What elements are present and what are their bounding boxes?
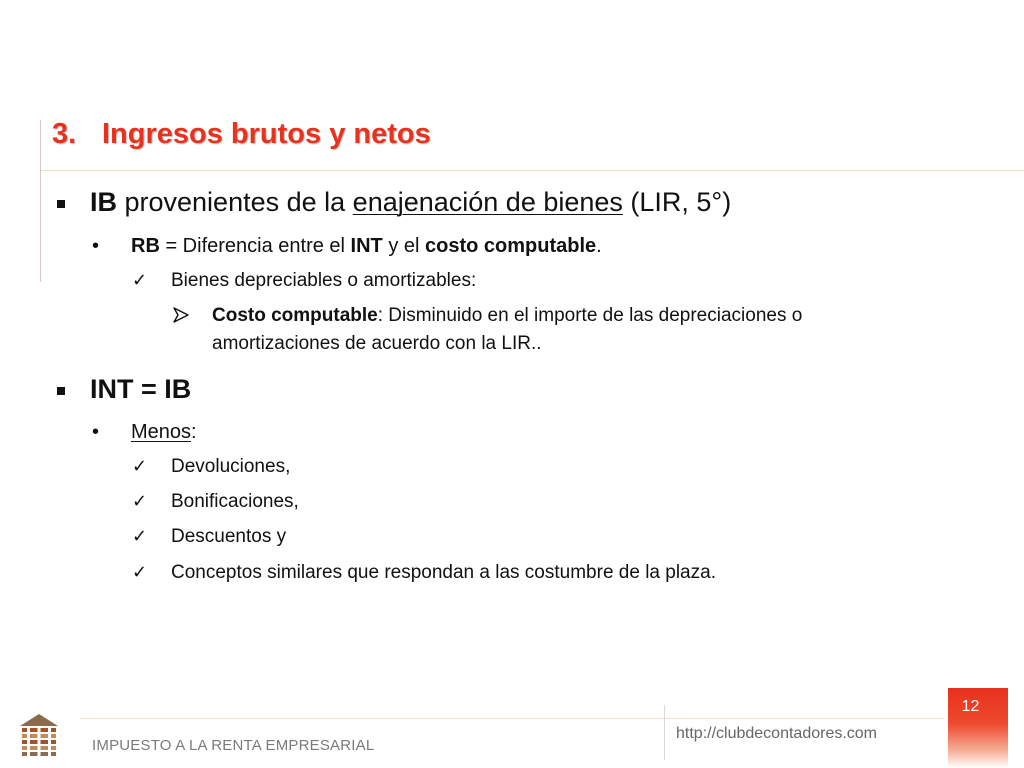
ib-text-b: (LIR, 5°) — [622, 187, 732, 217]
bullet-ib — [90, 187, 731, 218]
rb-text-c: . — [596, 235, 602, 257]
rb-int: INT — [350, 235, 383, 257]
footer-rule — [80, 718, 944, 719]
slide-title-number: 3. — [52, 118, 77, 150]
check-devoluciones: Devoluciones, — [171, 456, 291, 477]
ib-underlined-text: enajenación de bienes — [352, 187, 623, 217]
slide-title — [52, 118, 431, 151]
checkmark-icon: ✓ — [132, 491, 148, 511]
footer-separator — [664, 705, 665, 760]
ib-label: IB — [90, 187, 117, 217]
check-bienes: Bienes depreciables o amortizables: — [171, 270, 477, 291]
page-number-box — [948, 688, 1008, 768]
arrow-costo-line1 — [212, 305, 802, 327]
page-number: 12 — [961, 698, 980, 715]
footer-course-title: IMPUESTO A LA RENTA EMPRESARIAL — [92, 737, 375, 754]
check-bonificaciones: Bonificaciones, — [171, 491, 299, 512]
rb-costo: costo computable — [425, 235, 597, 257]
bullet-rb — [131, 235, 602, 258]
ib-text-a: provenientes de la — [117, 187, 353, 217]
costo-text-line1: : Disminuido en el importe de las depreciaciones o — [377, 305, 803, 326]
checkmark-icon: ✓ — [132, 526, 148, 546]
building-logo-icon — [18, 712, 60, 762]
arrow-bullet-icon — [173, 307, 189, 323]
check-descuentos: Descuentos y — [171, 526, 287, 547]
checkmark-icon: ✓ — [132, 562, 148, 582]
menos-label: Menos — [131, 421, 192, 443]
square-bullet-icon — [57, 200, 65, 208]
rb-text-a: = Diferencia entre el — [159, 235, 351, 257]
square-bullet-icon — [57, 387, 65, 395]
dot-bullet-icon: • — [92, 235, 100, 257]
dot-bullet-icon: • — [92, 421, 100, 443]
menos-colon: : — [191, 421, 197, 443]
bullet-menos — [131, 421, 197, 444]
checkmark-icon: ✓ — [132, 270, 148, 290]
costo-label: Costo computable — [212, 305, 378, 326]
int-eq-ib: INT = IB — [90, 374, 192, 404]
arrow-costo-line2: amortizaciones de acuerdo con la LIR.. — [212, 333, 542, 354]
check-conceptos: Conceptos similares que respondan a las costumbre de la plaza. — [171, 562, 716, 583]
slide-title-text: Ingresos brutos y netos — [102, 118, 431, 150]
footer-url-link[interactable]: http://clubdecontadores.com — [676, 725, 878, 742]
rb-text-b: y el — [382, 235, 426, 257]
title-vertical-rule — [40, 120, 41, 282]
rb-label: RB — [131, 235, 160, 257]
checkmark-icon: ✓ — [132, 456, 148, 476]
title-rule — [40, 170, 1024, 171]
bullet-int — [90, 374, 191, 405]
